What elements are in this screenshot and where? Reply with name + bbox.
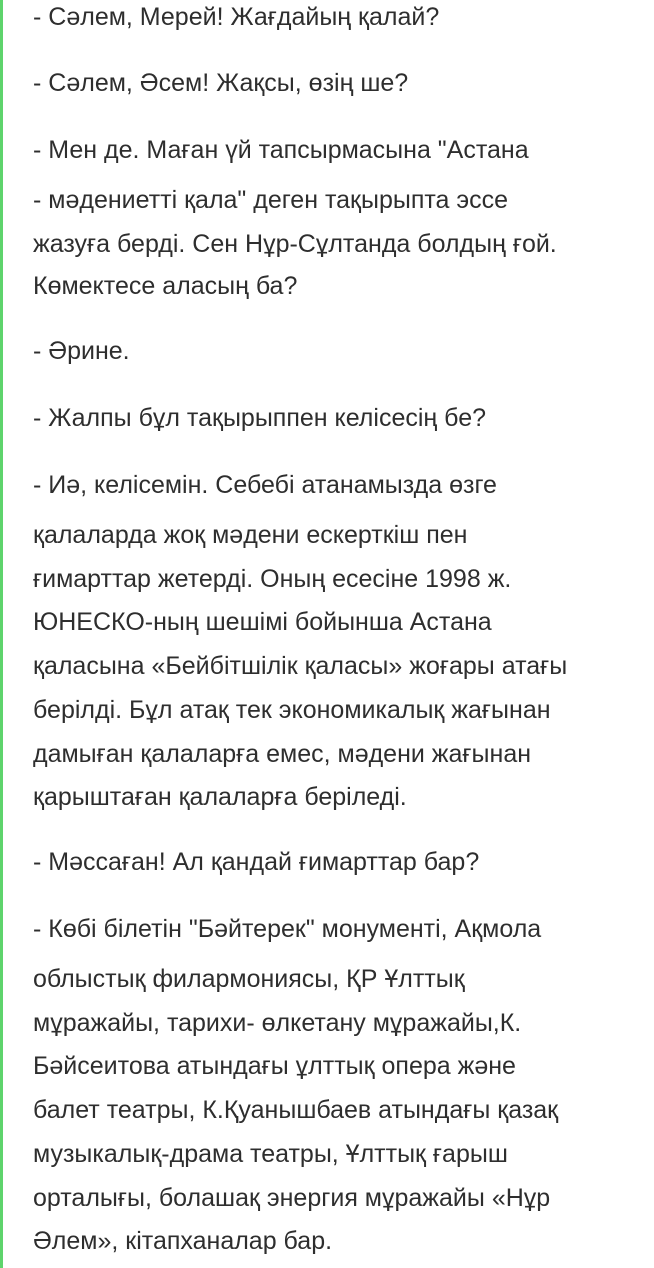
dialogue-line-13: қаласына «Бейбітшілік қаласы» жоғары атағы (33, 652, 568, 680)
dialogue-line-16: қарыштаған қалаларға беріледі. (33, 783, 407, 811)
dialogue-line-10: қалаларда жоқ мәдени ескерткіш пен (33, 521, 468, 549)
dialogue-line-21: Бәйсеитова атындағы ұлттық опера және (33, 1052, 516, 1080)
dialogue-line-1: - Сәлем, Мерей! Жағдайың қалай? (33, 3, 440, 31)
dialogue-line-17: - Мәссаған! Ал қандай ғимарттар бар? (33, 848, 480, 876)
dialogue-line-8: - Жалпы бұл тақырыппен келісесің бе? (33, 404, 487, 432)
dialogue-line-19: облыстық филармониясы, ҚР Ұлттық (33, 965, 465, 993)
dialogue-line-23: музыкалық-драма театры, Ұлттық ғарыш (33, 1140, 508, 1168)
dialogue-line-11: ғимарттар жетерді. Оның есесіне 1998 ж. (33, 565, 512, 593)
dialogue-line-4: - мәдениетті қала" деген тақырыпта эссе (33, 186, 509, 214)
dialogue-line-24: орталығы, болашақ энергия мұражайы «Нұр (33, 1184, 551, 1212)
dialogue-line-25: Әлем», кітапханалар бар. (33, 1227, 333, 1255)
dialogue-line-18: - Көбі білетін "Бәйтерек" монументі, Ақмола (33, 915, 542, 943)
dialogue-line-20: мұражайы, тарихи- өлкетану мұражайы,К. (33, 1009, 522, 1037)
dialogue-line-12: ЮНЕСКО-ның шешімі бойынша Астана (33, 608, 492, 636)
dialogue-line-22: балет театры, К.Қуанышбаев атындағы қазақ (33, 1096, 559, 1124)
dialogue-line-15: дамыған қалаларға емес, мәдени жағынан (33, 740, 532, 768)
dialogue-line-3: - Мен де. Маған үй тапсырмасына "Астана (33, 136, 529, 164)
dialogue-line-5: жазуға берді. Сен Нұр-Сұлтанда болдың ғой. (33, 230, 557, 258)
dialogue-line-9: - Иә, келісемін. Себебі атанамызда өзге (33, 471, 497, 499)
dialogue-line-6: Көмектесе аласың ба? (33, 272, 298, 300)
dialogue-line-2: - Сәлем, Әсем! Жақсы, өзің ше? (33, 69, 409, 97)
dialogue-line-7: - Әрине. (33, 337, 130, 365)
dialogue-line-14: берілді. Бұл атақ тек экономикалық жағынан (33, 696, 551, 724)
